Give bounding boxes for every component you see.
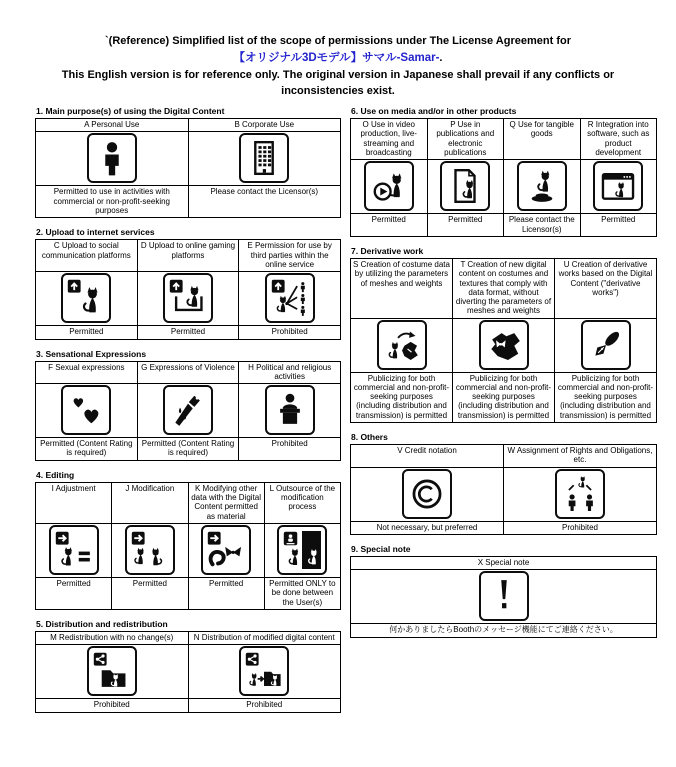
criterion-header: E Permission for use by third parties within the online service bbox=[239, 240, 341, 272]
status-text: Permitted ONLY to be done between the User(s) bbox=[264, 578, 340, 610]
icon-cell bbox=[453, 318, 555, 372]
icon-cell bbox=[137, 272, 239, 326]
status-text: Permitted bbox=[427, 214, 504, 237]
status-text: Publicizing for both commercial and non-profit-seeking purposes (including distribution and transmission) is permitted bbox=[453, 372, 555, 422]
criterion-header: I Adjustment bbox=[36, 482, 112, 523]
icon-cell bbox=[36, 132, 189, 186]
costume-data-cat-icon bbox=[377, 320, 427, 370]
criterion-header: T Creation of new digital content on costumes and textures that comply with data format, without diverting the parameters of meshes and weights bbox=[453, 258, 555, 318]
costume-texture-icon bbox=[479, 320, 529, 370]
criterion-header: J Modification bbox=[112, 482, 188, 523]
icon-cell bbox=[36, 645, 189, 699]
criterion-header: M Redistribution with no change(s) bbox=[36, 631, 189, 644]
criterion-header: X Special note bbox=[351, 557, 657, 570]
section-label: 5. Distribution and redistribution bbox=[36, 618, 168, 629]
building-icon bbox=[239, 133, 289, 183]
section-9-special-note bbox=[350, 544, 657, 638]
permissions-table-3 bbox=[35, 361, 341, 461]
criterion-header: O Use in video production, live-streaming and broadcasting bbox=[351, 119, 428, 160]
icon-cell bbox=[264, 524, 340, 578]
icon-cell bbox=[137, 384, 239, 438]
title-product-name: 【オリジナル3Dモデル】サマル-Samar- bbox=[233, 51, 440, 64]
icon-cell bbox=[351, 467, 504, 521]
status-text: Permitted (Content Rating is required) bbox=[36, 438, 138, 461]
permissions-table-6 bbox=[350, 118, 657, 237]
criterion-header: K Modifying other data with the Digital Content permitted as material bbox=[188, 482, 264, 523]
section-label: 4. Editing bbox=[36, 469, 75, 480]
upload-gaming-cat-icon bbox=[163, 273, 213, 323]
status-text: Prohibited bbox=[188, 699, 341, 712]
status-text: Prohibited bbox=[504, 521, 657, 534]
icon-cell bbox=[351, 570, 657, 624]
status-text: Prohibited bbox=[239, 438, 341, 461]
icon-cell bbox=[112, 524, 188, 578]
section-label: 3. Sensational Expressions bbox=[36, 348, 147, 359]
upload-third-party-share-icon bbox=[265, 273, 315, 323]
icon-cell bbox=[504, 160, 581, 214]
permissions-table-1 bbox=[35, 118, 341, 218]
status-text: Permitted (Content Rating is required) bbox=[137, 438, 239, 461]
permissions-table-2 bbox=[35, 239, 341, 339]
software-window-cat-icon bbox=[593, 161, 643, 211]
criterion-header: D Upload to online gaming platforms bbox=[137, 240, 239, 272]
permissions-table-8 bbox=[350, 444, 657, 535]
status-text: Permitted bbox=[188, 578, 264, 610]
status-text: Publicizing for both commercial and non-profit-seeking purposes (including distribution and transmission) is permitted bbox=[555, 372, 657, 422]
status-text: Permitted bbox=[36, 326, 138, 339]
video-play-cat-icon bbox=[364, 161, 414, 211]
status-text: Please contact the Licensor(s) bbox=[504, 214, 581, 237]
status-text: Permitted bbox=[112, 578, 188, 610]
status-text: Permitted bbox=[36, 578, 112, 610]
criterion-header: B Corporate Use bbox=[188, 119, 341, 132]
criterion-header: N Distribution of modified digital content bbox=[188, 631, 341, 644]
permissions-table-7 bbox=[350, 258, 657, 423]
status-text: Permitted bbox=[580, 214, 657, 237]
left-column bbox=[35, 106, 341, 722]
status-text: Permitted to use in activities with commercial or non-profit-seeking purposes bbox=[36, 186, 189, 218]
section-8-others bbox=[350, 432, 657, 535]
status-text: Permitted bbox=[137, 326, 239, 339]
icon-cell bbox=[351, 160, 428, 214]
section-5-distribution bbox=[35, 619, 341, 713]
icon-cell bbox=[427, 160, 504, 214]
criterion-header: W Assignment of Rights and Obligations, etc. bbox=[504, 445, 657, 468]
section-label: 9. Special note bbox=[351, 543, 411, 554]
section-label: 1. Main purpose(s) of using the Digital Content bbox=[36, 106, 225, 116]
icon-cell bbox=[36, 272, 138, 326]
status-text: Permitted bbox=[351, 214, 428, 237]
upload-social-cat-icon bbox=[61, 273, 111, 323]
permissions-table-9 bbox=[350, 556, 657, 638]
section-4-editing bbox=[35, 470, 341, 610]
section-label: 2. Upload to internet services bbox=[36, 227, 155, 238]
criterion-header: U Creation of derivative works based on the Digital Content ("derivative works") bbox=[555, 258, 657, 318]
permissions-table-4 bbox=[35, 482, 341, 610]
material-cat-parts-icon bbox=[201, 525, 251, 575]
title-product-suffix: . bbox=[439, 51, 443, 64]
section-label: 6. Use on media and/or in other products bbox=[351, 106, 517, 116]
icon-cell bbox=[188, 645, 341, 699]
tangible-figurine-icon bbox=[517, 161, 567, 211]
criterion-header: H Political and religious activities bbox=[239, 361, 341, 384]
title-line-2 bbox=[24, 50, 652, 67]
icon-cell bbox=[580, 160, 657, 214]
icon-cell bbox=[555, 318, 657, 372]
section-3-sensational bbox=[35, 349, 341, 461]
icon-cell bbox=[351, 318, 453, 372]
title-line-1: `(Reference) Simplified list of the scope of permissions under The License Agreement for bbox=[105, 35, 571, 47]
copyright-icon bbox=[402, 469, 452, 519]
status-text: Prohibited bbox=[239, 326, 341, 339]
status-text: Not necessary, but preferred bbox=[351, 521, 504, 534]
criterion-header: A Personal Use bbox=[36, 119, 189, 132]
share-folder-cat-icon bbox=[87, 646, 137, 696]
document-title bbox=[24, 33, 652, 100]
right-column bbox=[350, 106, 657, 647]
icon-cell bbox=[36, 384, 138, 438]
icon-cell bbox=[188, 524, 264, 578]
criterion-header: R Integration into software, such as product development bbox=[580, 119, 657, 160]
criterion-header: C Upload to social communication platforms bbox=[36, 240, 138, 272]
section-6-media bbox=[350, 106, 657, 237]
section-7-derivative bbox=[350, 246, 657, 423]
modification-two-cats-icon bbox=[125, 525, 175, 575]
knife-icon bbox=[163, 385, 213, 435]
icon-cell bbox=[36, 524, 112, 578]
icon-cell bbox=[239, 384, 341, 438]
criterion-header: L Outsource of the modification process bbox=[264, 482, 340, 523]
share-modified-cat-icon bbox=[239, 646, 289, 696]
permissions-table-5 bbox=[35, 631, 341, 713]
section-2-upload bbox=[35, 227, 341, 339]
criterion-header: G Expressions of Violence bbox=[137, 361, 239, 384]
person-icon bbox=[87, 133, 137, 183]
status-text: Please contact the Licensor(s) bbox=[188, 186, 341, 218]
hearts-icon bbox=[61, 385, 111, 435]
section-label: 8. Others bbox=[351, 431, 388, 442]
section-1-main-purposes bbox=[35, 106, 341, 218]
outsource-cat-person-icon bbox=[277, 525, 327, 575]
publication-page-cat-icon bbox=[440, 161, 490, 211]
exclamation-icon bbox=[479, 571, 529, 621]
podium-speaker-icon bbox=[265, 385, 315, 435]
criterion-header: Q Use for tangible goods bbox=[504, 119, 581, 160]
adjustment-cat-equals-icon bbox=[49, 525, 99, 575]
icon-cell bbox=[504, 467, 657, 521]
criterion-header: F Sexual expressions bbox=[36, 361, 138, 384]
fountain-pen-icon bbox=[581, 320, 631, 370]
icon-cell bbox=[239, 272, 341, 326]
criterion-header: S Creation of costume data by utilizing the parameters of meshes and weights bbox=[351, 258, 453, 318]
status-text: Publicizing for both commercial and non-profit-seeking purposes (including distribution and transmission) is permitted bbox=[351, 372, 453, 422]
rights-assignment-people-icon bbox=[555, 469, 605, 519]
status-text: Prohibited bbox=[36, 699, 189, 712]
section-label: 7. Derivative work bbox=[351, 245, 424, 256]
title-line-3: This English version is for reference only. The original version in Japanese shall prevail if any conflicts or inconsistencies exist. bbox=[61, 68, 615, 98]
criterion-header: V Credit notation bbox=[351, 445, 504, 468]
status-text: 何かありましたらBoothのメッセージ機能にてご連絡ください。 bbox=[351, 624, 657, 637]
icon-cell bbox=[188, 132, 341, 186]
criterion-header: P Use in publications and electronic publications bbox=[427, 119, 504, 160]
